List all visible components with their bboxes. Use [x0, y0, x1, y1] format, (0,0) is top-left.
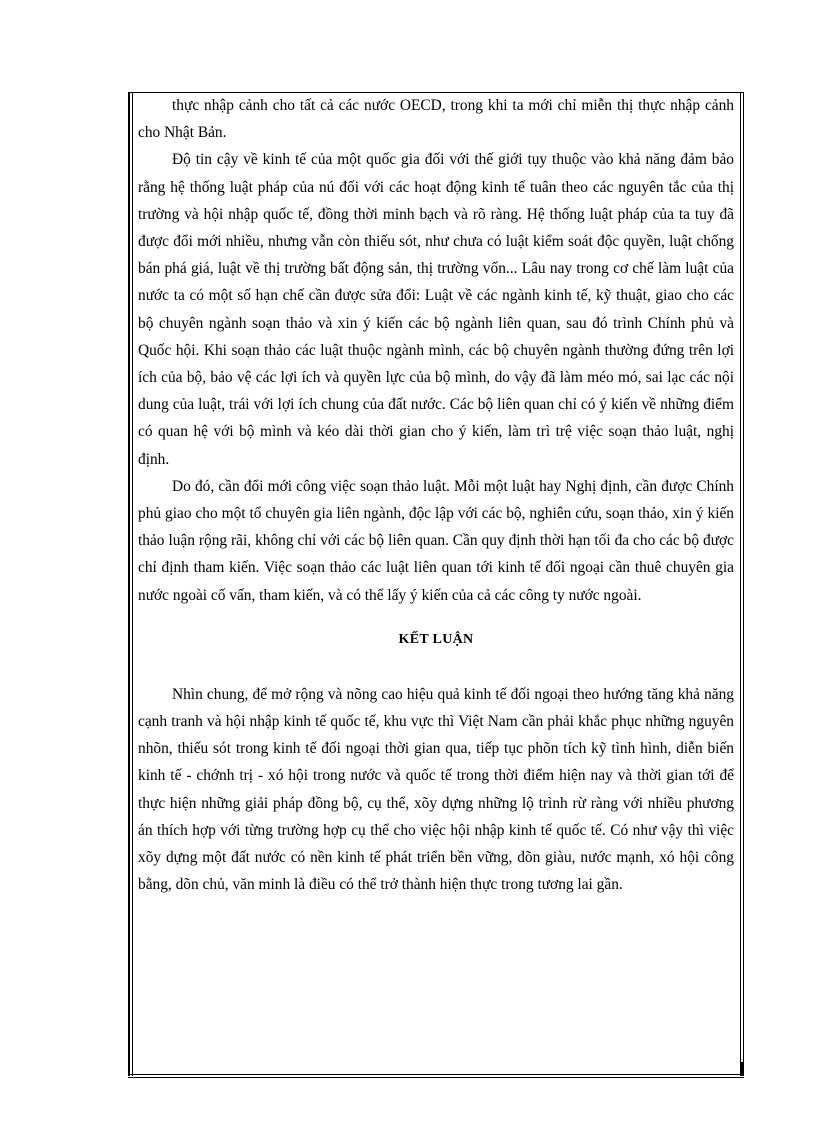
- page-border-inner-right: [740, 92, 741, 1076]
- document-body: [138, 92, 734, 898]
- page-corner-mark: [741, 1062, 744, 1076]
- paragraph-legal-system: Độ tin cậy về kinh tế của một quốc gia đối với thế giới tụy thuộc vào khả năng đảm bảo rằng hệ thống luật pháp của nú đối với các hoạt động kinh tế tuân theo các nguyên tắc của thị trường và hội nhập quốc tế, đồng thời minh bạch và rõ ràng. Hệ thống luật pháp của ta tuy đã được đổi mới nhiều, nhưng vẫn còn thiếu sót, như chưa có luật kiểm soát độc quyền, luật chống bán phá giá, luật về thị trường bất động sản, thị trường vốn... Lâu nay trong cơ chế làm luật của nước ta có một số hạn chế cần được sửa đổi: Luật về các ngành kinh tế, kỹ thuật, giao cho các bộ chuyên ngành soạn thảo và xin ý kiến các bộ ngành liên quan, sau đó trình Chính phủ và Quốc hội. Khi soạn thảo các luật thuộc ngành mình, các bộ chuyên ngành thường đứng trên lợi ích của bộ, bảo vệ các lợi ích và quyền lực của bộ mình, do vậy đã làm méo mó, sai lạc các nội dung của luật, trái với lợi ích chung của đất nước. Các bộ liên quan chỉ có ý kiến về những điểm có quan hệ với bộ mình và kéo dài thời gian cho ý kiến, làm trì trệ việc soạn thảo luật, nghị định.: [138, 151, 734, 468]
- paragraph-conclusion: Nhìn chung, để mở rộng và nõng cao hiệu quả kinh tế đối ngoại theo hướng tăng khả năng cạnh tranh và hội nhập kinh tế quốc tế, khu vực thì Việt Nam cần phải khắc phục những nguyên nhõn, thiếu sót trong kinh tế đối ngoại thời gian qua, tiếp tục phõn tích kỹ tình hình, diễn biến kinh tế - chớnh trị - xó hội trong nước và quốc tế trong thời điểm hiện nay và thời gian tới để thực hiện những giải pháp đồng bộ, cụ thể, xõy dựng những lộ trình rừ ràng với nhiều phương án thích hợp với từng trường hợp cụ thể cho việc hội nhập kinh tế quốc tế. Có như vậy thì việc xõy dựng một đất nước có nền kinh tế phát triển bền vững, dõn giàu, nước mạnh, xó hội công bằng, dõn chủ, văn minh là điều có thể trở thành hiện thực trong tương lai gần.: [138, 685, 734, 894]
- page-border-inner-left: [132, 92, 133, 1076]
- page-border-bottom: [128, 1074, 744, 1078]
- section-heading-conclusion: KẾT LUẬN: [398, 631, 474, 647]
- paragraph-law-drafting: Do đó, cần đổi mới công việc soạn thảo luật. Mỗi một luật hay Nghị định, cần được Chính phủ giao cho một tổ chuyên gia liên ngành, độc lập với các bộ, nghiên cứu, soạn thảo, xin ý kiến thảo luận rộng rãi, không chỉ với các bộ liên quan. Cần quy định thời hạn tối đa cho các bộ được chỉ định tham kiến. Việc soạn thảo các luật liên quan tới kinh tế đối ngoại cần thuê chuyên gia nước ngoài cố vấn, tham kiến, và có thể lấy ý kiến của cả các công ty nước ngoài.: [138, 477, 734, 604]
- paragraph-continuation: thực nhập cảnh cho tất cả các nước OECD, trong khi ta mới chỉ miễn thị thực nhập cảnh cho Nhật Bản.: [138, 97, 734, 142]
